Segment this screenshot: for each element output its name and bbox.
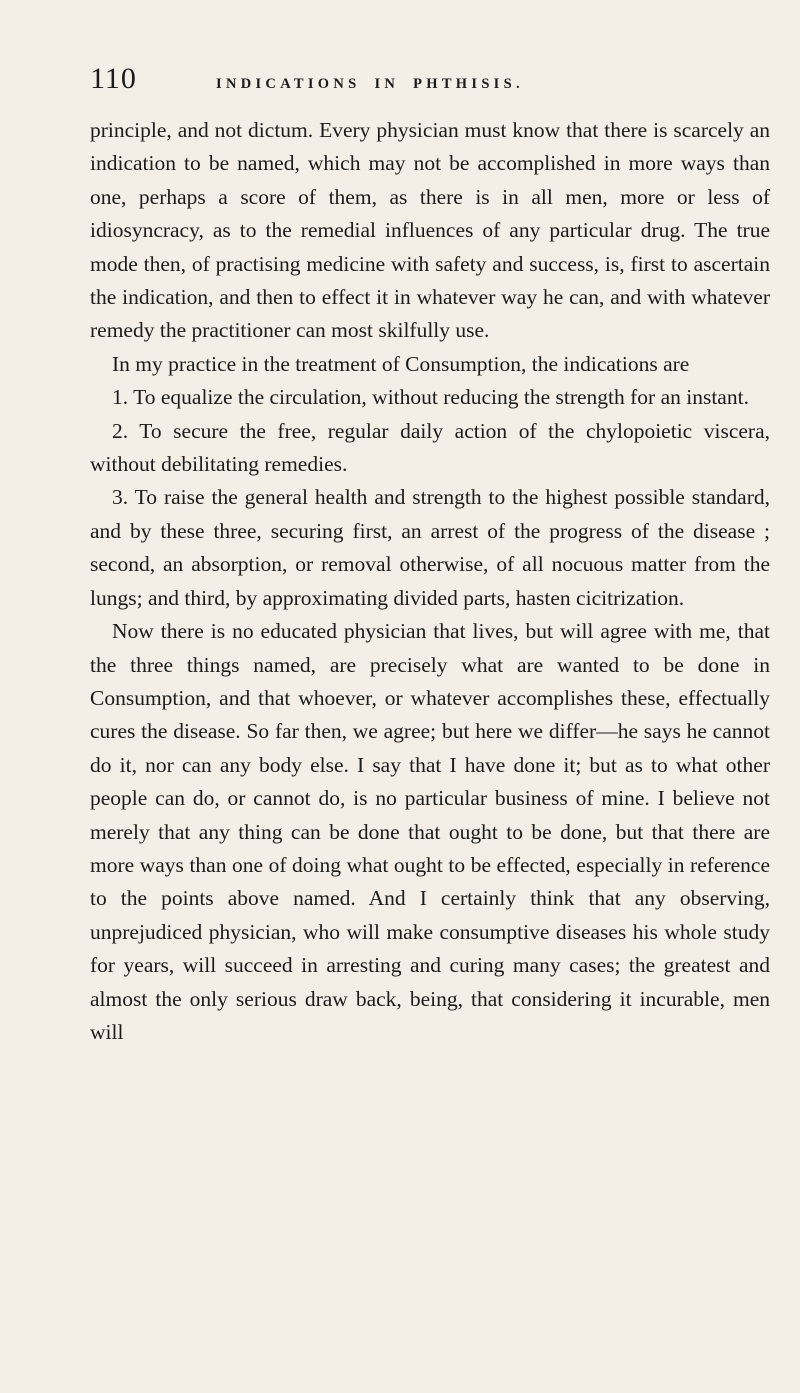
page-number: 110 <box>90 62 137 95</box>
paragraph-continuation: principle, and not dictum. Every physician must know that there is scarcely an indication to be named, which may not be accomplished in more ways than one, perhaps a score of them, as there is in all men, more or less of idiosyncracy, as to the remedial influences of any particular drug. The true mode then, of practising medicine with safety and success, is, first to ascertain the indication, and then to effect it in whatever way he can, and with whatever remedy the practitioner can most skilfully use. <box>90 118 770 343</box>
running-head <box>90 62 770 102</box>
list-item-indication-1: 1. To equalize the circulation, without reducing the strength for an instant. <box>112 385 749 410</box>
list-item-indication-3: 3. To raise the general health and strength to the highest possible standard, and by these three, securing first, an arrest of the progress of the disease ; second, an absorption, or removal otherwise, of all nocuous matter from the lungs; and third, by approximating divided parts, hasten cicitrization. <box>90 485 770 610</box>
running-title: INDICATIONS IN PHTHISIS. <box>216 76 524 92</box>
body-text <box>90 114 770 1049</box>
paragraph-argument: Now there is no educated physician that lives, but will agree with me, that the three things named, are precisely what are wanted to be done in Consumption, and that whoever, or whatever accomplishes these, effectually cures the disease. So far then, we agree; but here we differ—he says he cannot do it, nor can any body else. I say that I have done it; but as to what other people can do, or cannot do, is no particular business of mine. I believe not merely that any thing can be done that ought to be done, but that there are more ways than one of doing what ought to be effected, especially in reference to the points above named. And I certainly think that any observing, unprejudiced physician, who will make consumptive diseases his whole study for years, will succeed in arresting and curing many cases; the greatest and almost the only serious draw back, being, that considering it incurable, men will <box>90 619 770 1044</box>
paragraph-indications-intro: In my practice in the treatment of Consumption, the indications are <box>112 351 690 376</box>
list-item-indication-2: 2. To secure the free, regular daily action of the chylopoietic viscera, without debilitating remedies. <box>90 418 770 477</box>
